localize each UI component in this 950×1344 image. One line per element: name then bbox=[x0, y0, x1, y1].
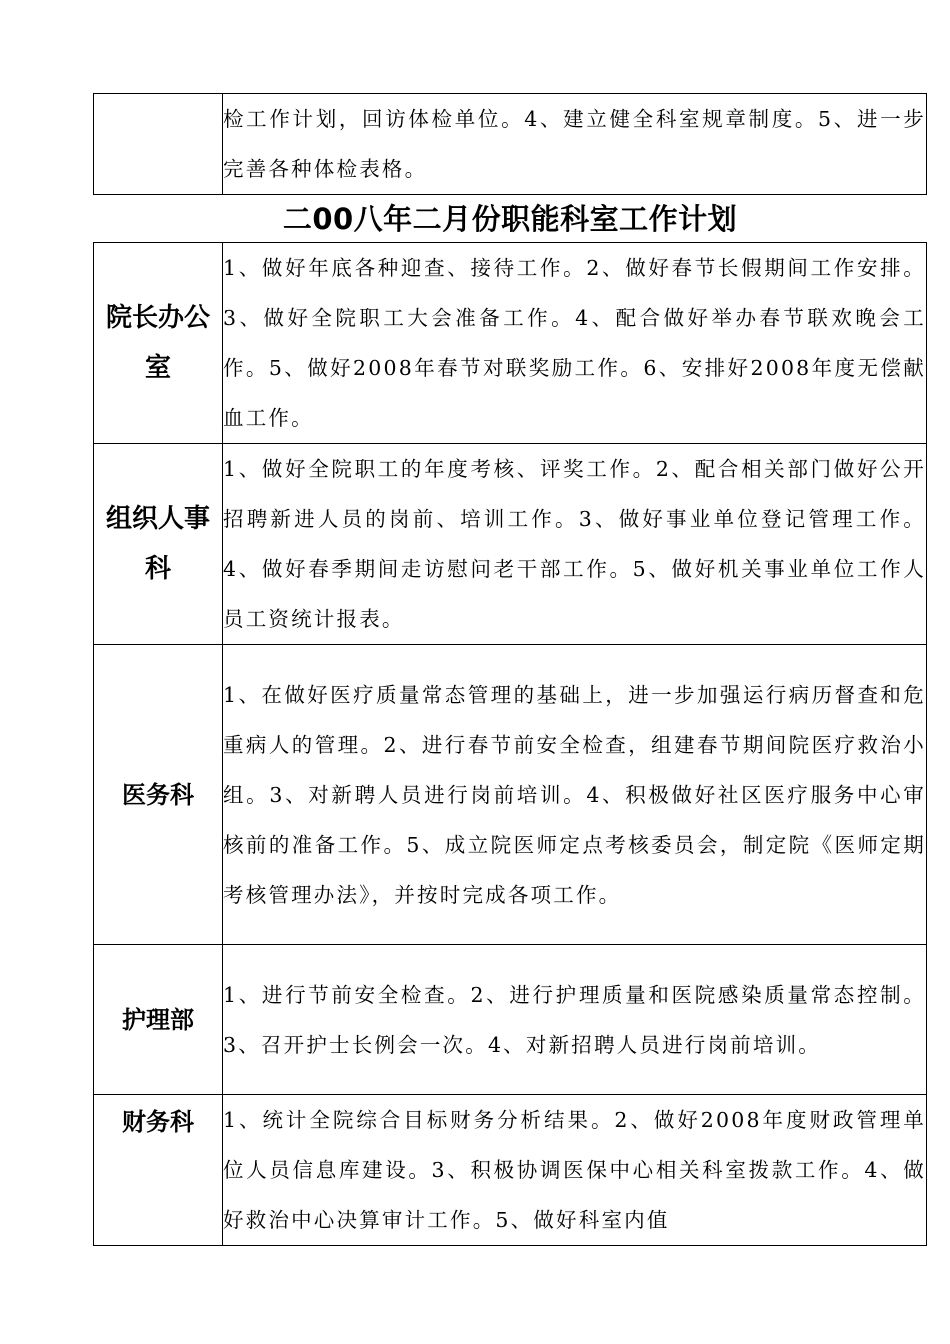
department-label: 护理部 bbox=[122, 1005, 194, 1034]
department-name bbox=[94, 243, 223, 444]
plan-content: 1、统计全院综合目标财务分析结果。2、做好2008年度财政管理单位人员信息库建设。3、积极协调医保中心相关科室拨款工作。4、做好救治中心决算审计工作。5、做好科室内值 bbox=[223, 1095, 927, 1246]
department-name bbox=[94, 945, 223, 1095]
plan-content: 1、做好全院职工的年度考核、评奖工作。2、配合相关部门做好公开招聘新进人员的岗前、培训工作。3、做好事业单位登记管理工作。4、做好春季期间走访慰问老干部工作。5、做好机关事业单位工作人员工资统计报表。 bbox=[223, 444, 927, 645]
department-label: 组织人事科 bbox=[105, 504, 210, 584]
plan-content: 1、做好年底各种迎查、接待工作。2、做好春节长假期间工作安排。3、做好全院职工大会准备工作。4、配合做好举办春节联欢晚会工作。5、做好2008年春节对联奖励工作。6、安排好2008年度无偿献血工作。 bbox=[223, 243, 927, 444]
table-row bbox=[94, 1095, 927, 1246]
table-row bbox=[94, 945, 927, 1095]
department-cell-empty bbox=[94, 94, 223, 195]
department-plan-table bbox=[93, 242, 927, 1246]
plan-content: 1、进行节前安全检查。2、进行护理质量和医院感染质量常态控制。3、召开护士长例会一次。4、对新招聘人员进行岗前培训。 bbox=[223, 945, 927, 1095]
plan-content: 1、在做好医疗质量常态管理的基础上，进一步加强运行病历督查和危重病人的管理。2、进行春节前安全检查，组建春节期间院医疗救治小组。3、对新聘人员进行岗前培训。4、积极做好社区医疗服务中心审核前的准备工作。5、成立院医师定点考核委员会，制定院《医师定期考核管理办法》，并按时完成各项工作。 bbox=[223, 645, 927, 945]
table-row bbox=[94, 645, 927, 945]
table-row bbox=[94, 444, 927, 645]
department-name bbox=[94, 444, 223, 645]
department-name bbox=[94, 1095, 223, 1246]
table-row bbox=[94, 94, 927, 195]
carryover-content: 检工作计划，回访体检单位。4、建立健全科室规章制度。5、进一步完善各种体检表格。 bbox=[223, 94, 927, 195]
carryover-table bbox=[93, 93, 927, 195]
department-label: 院长办公室 bbox=[105, 303, 210, 383]
table-row bbox=[94, 243, 927, 444]
department-label: 财务科 bbox=[122, 1108, 194, 1136]
department-name bbox=[94, 645, 223, 945]
page-title: 二00八年二月份职能科室工作计划 bbox=[282, 202, 738, 236]
department-label: 医务科 bbox=[122, 780, 194, 809]
